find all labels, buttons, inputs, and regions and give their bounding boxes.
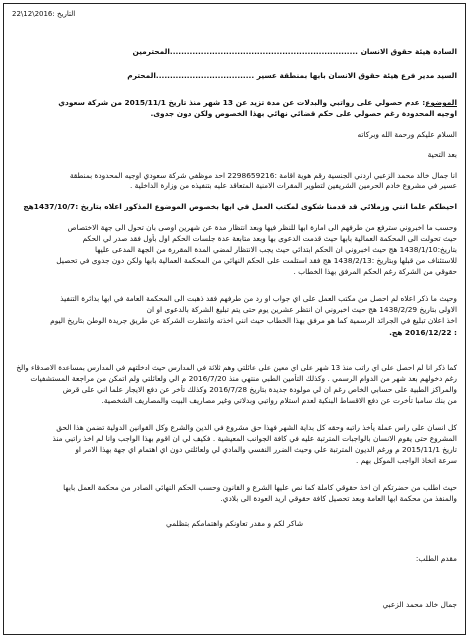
para3-line1: وحسب ما اخبروني سترفع من طرفهم الى امارة ابها للنظر فيها وبعد انتظار مدة عن شهرين اوصى بان تحول الى جهة الاختصاص: [67, 223, 457, 232]
para6-line3: تاريخ 2015/11/1 م ورغم الديون المترتبة علي وحيث الضرر النفسي والمادي لي ولعائلتي دون اي اهتمام اي جهة بهذا الامر او: [75, 445, 457, 454]
subject-line-2: اوجيه المحدودة رغم حصولي على حكم قضائي نهائي بهذا الخصوص ولكن دون جدوى.: [150, 109, 457, 118]
para4-line4: : 2016/12/22 هج.: [389, 328, 457, 337]
para4-line2: الاولى بتاريخ 1438/2/29 هج حيث اخبروني ان انتظر عشرين يوم حتى يتم تبليغ الشركة بالدعوى او ان: [146, 305, 457, 314]
para1-line2: عسير في مشروع خادم الحرمين الشريفين لتطوير المقرات الامنية المتعاقد عليه بتنفيذه من وزارة الداخلية .: [129, 181, 457, 190]
para5-line3: والمراكز الطبية على حسابي الخاص رغم ان لي مولودة جديدة بتاريخ 2016/7/28 وكذلك تأخر عن دفع الايجار علما اني على قرض: [62, 385, 457, 394]
para7-line2: والمنفذ من محكمة ابها العامة وبعد تحصيل كافة حقوقي اريد العودة الى بلادي.: [220, 494, 457, 503]
applicant-label: مقدم الطلب:: [415, 554, 457, 563]
para3-line2: حيث تحولت الى المحكمة العمالية بابها حيث قدمت الدعوى بها وبعد متابعة عدة جلسات الحكم اول بأول فقد صدر لي الحكم: [82, 234, 457, 243]
para5-line4: من بنك سامبا تأخرت عن دفع الاقساط البنكية لعدم استلام رواتبي وبدلاتي وغير مصاريف البيت والمصاريف الشخصية.: [101, 396, 457, 405]
para5-line2: رغم دخولهم بعد شهر من الدوام الرسمي . وكذلك التأمين الطبي منتهي منذ 2016/7/20 م الي ولعائلتي ولم اتمكن من مراجعة المستشفيات: [30, 374, 457, 383]
para6-line4: سرعة اتخاذ الواجب الموكل بهم .: [355, 456, 457, 465]
para3-line5: حقوقي من الشركة رغم الحكم المرفق بهذا الخطاب .: [293, 267, 457, 276]
para7-line1: حيث اطلب من حضرتكم ان اخذ حقوقي كاملة كما نص عليها الشرع و القانون وحسب الحكم النهائي الصادر من محكمة العمل بابها: [63, 483, 457, 492]
applicant-name: جمال خالد محمد الزعبي: [382, 600, 457, 609]
para6-line1: كل انسان على راس عملة يأخذ راتبه وحقه كل بداية الشهر فهذا حق مشروع في الدين والشرع وكل القوانين الدولية تضمن هذا الحق: [56, 423, 457, 432]
para3-line3: بتاريخ:1438/1/10 هج حيث اخبروني ان الحكم ابتدائي حيث يجب الانتظار لمضي المدة المقررة من الجهة المدعى عليها: [94, 245, 457, 254]
subject-label: الموضوع: [425, 98, 457, 107]
para5-line1: كما ذكر انا لم احصل على اي راتب منذ 13 شهر على اي معين على عائلتي وهم ثلاثة في المدارس حيث ادخلتهم في المدارس بمساعدة الاصدقاء والخ: [16, 363, 457, 372]
recipient-line-1: السادة هيئة حقوق الانسان ...................................................................المحترمين: [132, 47, 457, 56]
para3-line4: للاستئناف من قبلها وبتاريخ :1438/2/13 هج فقد استلمت على الحكم النهائي من المحكمة العمالية بابها ولكن دون جدوى في تحصيل: [56, 256, 457, 265]
letter-page: [3, 3, 466, 635]
intro: بعد التحية: [427, 150, 457, 159]
para4-line3: اخذ اعلان تبليغ في الجرائد الرسمية كما هو مرفق بهذا الخطاب حيث انني اخذته وانتظرت الشركة عن طريق جريدة الوطن بتاريخ اليوم: [50, 316, 457, 325]
subject-text-1: : عدم حصولي على رواتبي والبدلات عن مدة تزيد عن 13 شهر منذ تاريخ 2015/11/1 من شركة سعودي: [58, 98, 426, 107]
para1-line1: انا جمال خالد محمد الزعبي اردني الجنسية رقم هوية اقامة :2298659216 احد موظفي شركة سعودي اوجيه المحدودة بمنطقة: [69, 171, 457, 180]
recipient-line-2: السيد مدير فرع هيئة حقوق الانسان بابها بمنطقة عسير ...................................المحترم: [127, 71, 457, 80]
para2-line1: احيطكم علما انني وزملائي قد قدمنا شكوى لمكتب العمل في ابها بخصوص الموضوع المذكور اعلاه بتاريخ :1437/10/7هج: [23, 202, 457, 211]
para6-line2: المشروع حتى يقوم الانسان بالواجبات المترتبة عليه في كافة الجوانب المعيشية . فكيف لي ان اقوم بهذا الواجب وانا لم اخذ راتبي منذ: [52, 434, 457, 443]
closing: شاكر لكم و مقدر تعاونكم واهتمامكم بتظلمي: [165, 519, 304, 528]
greeting: السلام عليكم ورحمة الله وبركاته: [357, 130, 457, 139]
para4-line1: وحيث ما ذكر اعلاه لم احصل من مكتب العمل على اي جواب او رد من طرفهم فقد ذهبت الى المحكمة العامة في ابها بدائرة التنفيذ: [60, 294, 457, 303]
subject-line-1: [12, 98, 457, 107]
letter-date: التاريخ :2016\12\22: [12, 10, 76, 18]
